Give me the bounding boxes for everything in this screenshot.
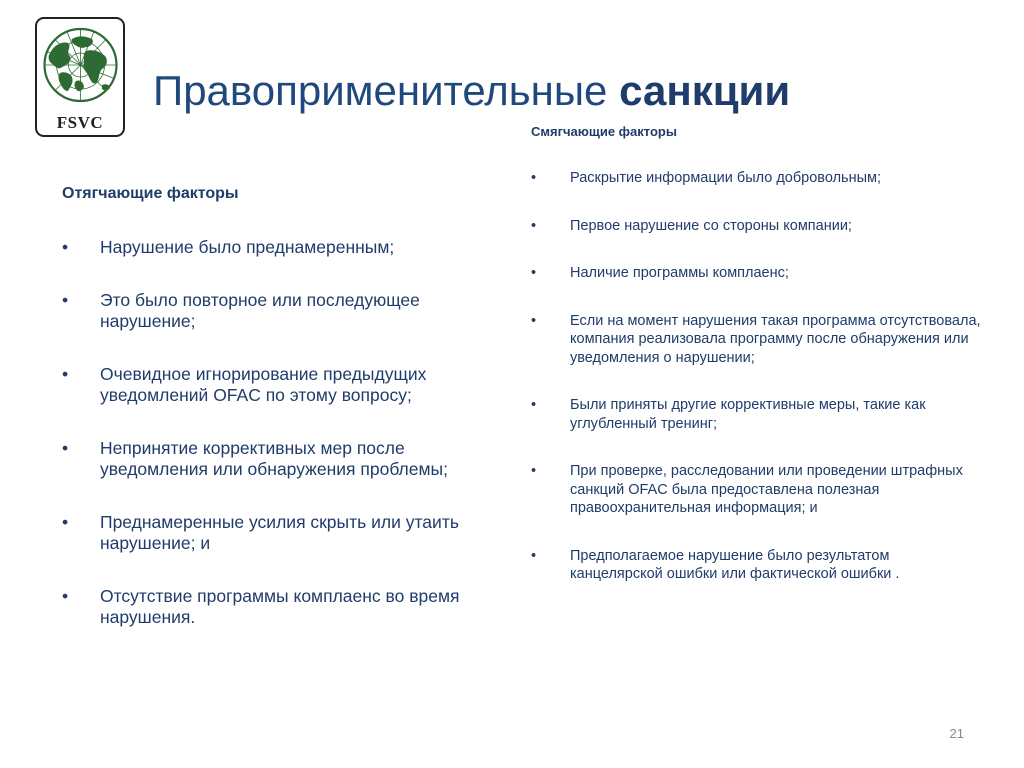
page-number: 21	[949, 726, 964, 741]
fsvc-logo	[35, 17, 125, 137]
bullet: •	[531, 265, 537, 281]
bullet: •	[62, 237, 69, 257]
title-part-regular: Правоприменительные	[153, 67, 620, 114]
bullet: •	[62, 289, 69, 310]
list-item	[62, 438, 512, 481]
list-item-text: Были приняты другие коррективные меры, такие как углубленный тренинг;	[570, 397, 926, 432]
list-item-text: Если на момент нарушения такая программа отсутствовала, компания реализовала программу после обнаружения или уведомления о нарушении;	[570, 312, 981, 366]
list-item	[62, 237, 512, 259]
list-item	[531, 396, 981, 433]
list-item-text: Наличие программы комплаенс;	[570, 265, 789, 281]
list-item-text: Непринятие коррективных мер после уведомления или обнаружения проблемы;	[100, 437, 448, 479]
list-item	[531, 547, 981, 584]
list-item-text: Предполагаемое нарушение было результатом канцелярской ошибки или фактической ошибки .	[570, 547, 900, 582]
list-item-text: Раскрытие информации было добровольным;	[570, 170, 882, 186]
aggravating-factors-list	[62, 237, 512, 660]
bullet: •	[62, 363, 69, 384]
list-item-text: Очевидное игнорирование предыдущих уведомлений OFAC по этому вопросу;	[100, 363, 427, 405]
bullet: •	[531, 463, 537, 479]
page-title	[153, 68, 790, 114]
list-item	[531, 264, 981, 283]
mitigating-factors-list	[531, 169, 981, 613]
list-item	[531, 169, 981, 188]
list-item-text: Нарушение было преднамеренным;	[100, 237, 395, 257]
bullet: •	[62, 585, 69, 606]
list-item	[531, 217, 981, 236]
globe-icon	[42, 25, 119, 111]
bullet: •	[62, 437, 69, 458]
bullet: •	[531, 547, 537, 564]
list-item-text: Это было повторное или последующее нарушение;	[100, 289, 420, 331]
list-item	[531, 462, 981, 518]
bullet: •	[531, 312, 537, 329]
list-item-text: Преднамеренные усилия скрыть или утаить нарушение; и	[100, 511, 459, 553]
list-item	[62, 290, 512, 333]
bullet: •	[531, 170, 537, 186]
list-item	[62, 512, 512, 555]
bullet: •	[531, 397, 537, 413]
bullet: •	[62, 511, 69, 532]
logo-text: FSVC	[56, 113, 104, 132]
list-item-text: Первое нарушение со стороны компании;	[570, 217, 852, 234]
list-item-text: Отсутствие программы комплаенс во время нарушения.	[100, 585, 460, 627]
list-item-text: При проверке, расследовании или проведении штрафных санкций OFAC была предоставлена полезная правоохранительная информация; и	[570, 463, 963, 516]
list-item	[62, 364, 512, 407]
bullet: •	[531, 217, 537, 234]
aggravating-factors-heading: Отягчающие факторы	[62, 185, 239, 202]
mitigating-factors-heading: Смягчающие факторы	[531, 124, 677, 139]
list-item	[62, 586, 512, 629]
title-part-bold: санкции	[619, 67, 791, 114]
list-item	[531, 312, 981, 368]
